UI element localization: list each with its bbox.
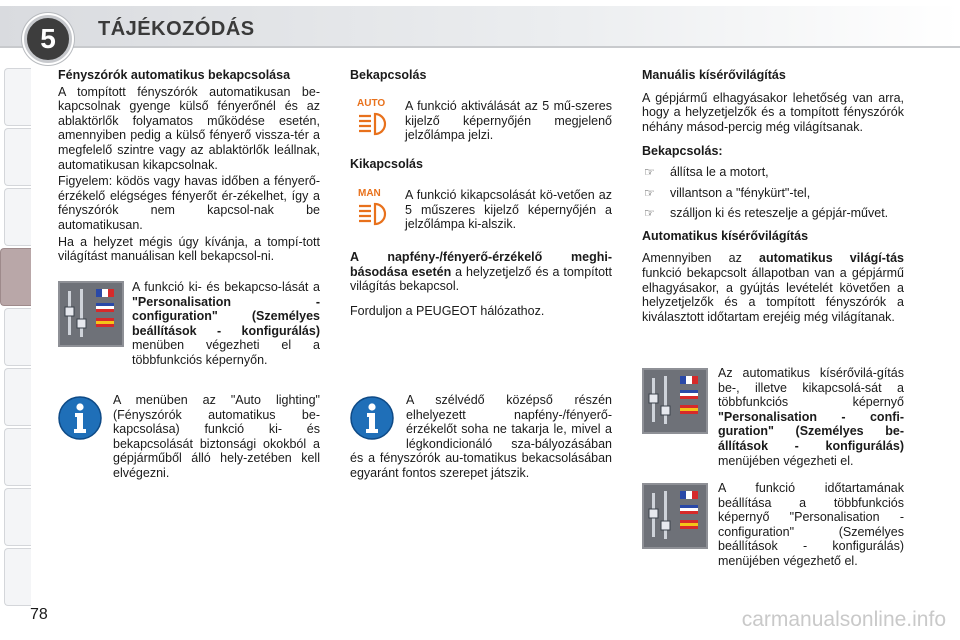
auto-on-text: A funkció aktiválását az 5 mű-szeres kijelző képernyőjén megjelenő jelzőlámpa jelzi. <box>405 99 612 143</box>
auto-lighting-indicator-icon <box>355 96 393 145</box>
info-icon <box>58 396 102 445</box>
chapter-tab[interactable] <box>4 128 31 186</box>
paragraph: Forduljon a PEUGEOT hálózathoz. <box>350 303 545 318</box>
section-heading: Automatikus kísérővilágítás <box>642 228 809 243</box>
chapter-tab[interactable] <box>4 548 31 606</box>
hand-pointer-icon: ☞ <box>644 185 655 200</box>
watermark: carmanualsonline.info <box>741 608 946 631</box>
paragraph: Figyelem: ködös vagy havas időben a fényerő-érzékelő elégséges fényerőt ér-zékelhet, így a fényszórók nem kapcsol-nak be automatikusan. <box>58 174 320 232</box>
settings-note: A funkció ki- és bekapcso-lását a "Personalisation - configuration" (Személyes beállítások - konfigurálás) menüben végezheti el a többfunkciós képernyőn. <box>132 280 320 367</box>
chapter-number-badge: 5 <box>24 15 72 63</box>
chapter-tab[interactable] <box>4 68 31 126</box>
man-label: MAN <box>358 188 381 199</box>
auto-guide-note: Az automatikus kísérővilá-gítás be-, illetve kikapcsolá-sát a többfunkciós képernyő "Personalisation - confi-guration" (Személyes be-állítások - konfigurálás) menüjében végezheti el. <box>718 366 904 468</box>
section-heading: Bekapcsolás <box>350 68 427 82</box>
section-heading: Fényszórók automatikus bekapcsolása <box>58 68 291 82</box>
column-2 <box>350 68 612 85</box>
paragraph: A gépjármű elhagyásakor lehetőség van arra, hogy a helyzetjelzők és a tompított fényszórók néhány másod-percig még világítsanak. <box>642 90 904 134</box>
page-number: 78 <box>30 606 48 623</box>
chapter-tab[interactable] <box>4 428 31 486</box>
chapter-tab[interactable] <box>4 308 31 366</box>
page-header <box>0 0 960 56</box>
paragraph: Ha a helyzet mégis úgy kívánja, a tompí-tott világítást manuálisan kell bekapcsol-ni. <box>58 234 320 264</box>
info-note: A menüben az "Auto lighting" (Fényszórók automatikus be-kapcsolása) funkció ki- és bekapcsolását biztonsági okokból a gépjárműből álló hely-zetében kell elvégezni. <box>113 393 320 480</box>
manual-lighting-indicator-icon <box>355 186 393 235</box>
column-3 <box>642 68 904 326</box>
settings-menu-icon <box>642 368 708 439</box>
settings-menu-icon <box>642 483 708 554</box>
column-2-off <box>350 157 612 174</box>
list-item: ☞ szálljon ki és reteszelje a gépjár-művet. <box>644 206 889 221</box>
section-heading: Kikapcsolás <box>350 157 423 171</box>
hand-pointer-icon: ☞ <box>644 206 655 221</box>
chapter-tabs <box>0 56 34 596</box>
chapter-tab[interactable] <box>4 188 31 246</box>
paragraph: Amennyiben az automatikus világí-tás funkció bekapcsolt állapotban van a gépjármű elhagyásakor, a gyújtás levételét követően a helyzetjelzők és a tompított fényszórók a kiválasztott időtartam erejéig még világítanak. <box>642 251 904 324</box>
chapter-tab[interactable] <box>4 488 31 546</box>
column-2-fault: A napfény-/fényerő-érzékelő meghi-básodása esetén a helyzetjelző és a tompított világítás bekapcsol. Forduljon a PEUGEOT hálózathoz. <box>350 250 612 318</box>
settings-menu-icon <box>58 281 124 352</box>
steps-list <box>642 165 904 221</box>
chapter-tab[interactable] <box>4 368 31 426</box>
column-1 <box>58 68 320 266</box>
section-heading: Bekapcsolás: <box>642 144 723 159</box>
duration-note: A funkció időtartamának beállítása a többfunkciós képernyő "Personalisation - configuration" (Személyes beállítások - konfigurálás) menüjében végezhető el. <box>718 481 904 568</box>
auto-off-text: A funkció kikapcsolását kö-vetően az 5 műszeres kijelző képernyőjén a jelzőlámpa ki-alszik. <box>405 188 612 232</box>
paragraph: A tompított fényszórók automatikusan be-kapcsolnak gyenge külső fényerőnél és az ablaktörlők folyamatos működése esetén, amennyiben pedig a külső fényerő vissza-tér a megfelelő szintre vagy az ablaktörlők leállnak, automatikusan kikapcsolnak. <box>58 84 320 172</box>
hand-pointer-icon: ☞ <box>644 164 655 179</box>
chapter-tab-active[interactable] <box>0 248 31 306</box>
page-title: TÁJÉKOZÓDÁS <box>98 18 255 40</box>
list-item: ☞ állítsa le a motort, <box>644 164 769 179</box>
section-heading: Manuális kísérővilágítás <box>642 68 786 82</box>
sensor-info-note: A szélvédő középső részén elhelyezett napfény-/fényerő-érzékelőt soha ne takarja le, mivel a légkondicionáló sza-bályozásában és a fényszórók au-tomatikus bekacsolásában egyaránt fontos szerepet játszik. <box>350 393 612 480</box>
list-item: ☞ villantson a "fénykürt"-tel, <box>644 185 811 200</box>
auto-label: AUTO <box>357 98 386 109</box>
